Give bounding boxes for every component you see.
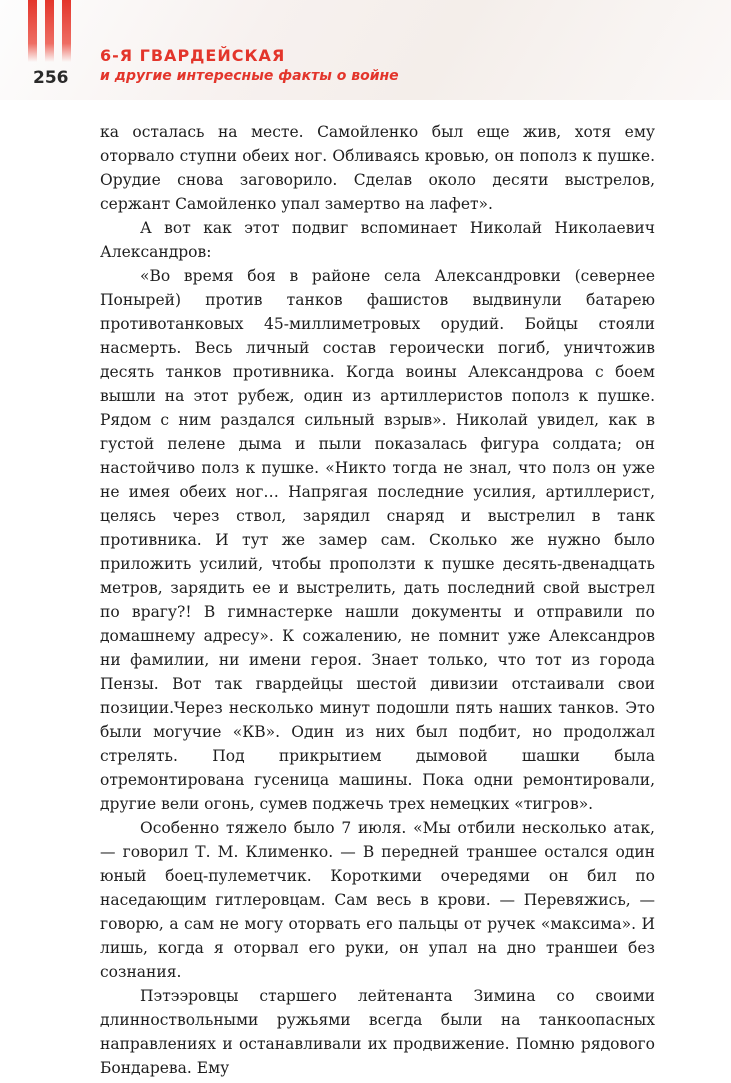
running-title	[100, 46, 399, 86]
decorative-stripe	[28, 0, 37, 62]
decorative-stripe	[62, 0, 71, 62]
running-title-line-1: 6-Я ГВАРДЕЙСКАЯ	[100, 46, 286, 65]
paragraph: Пэтээровцы старшего лейтенанта Зимина со своими длинноствольными ружьями всегда были на танкоопасных направлениях и останавливали их продвижение. Помню рядового Бондарева. Ему	[100, 987, 655, 1077]
body-text	[100, 120, 655, 1080]
paragraph: «Во время боя в районе села Александровки (севернее Поныpей) против танков фашистов выдвинули батарею противотанковых 45-миллиметровых орудий. Бойцы стояли насмерть. Весь личный состав героически погиб, уничтожив десять танков противника. Когда воины Александрова с боем вышли на этот рубеж, один из артиллеристов пополз к пушке. Рядом с ним раздался сильный взрыв». Николай увидел, как в густой пелене дыма и пыли показалась фигура солдата; он настойчиво полз к пушке. «Никто тогда не знал, что полз он уже не имея обеих ног… Напрягая последние усилия, артиллерист, целясь через ствол, зарядил снаряд и выстрелил в танк противника. И тут же замер сам. Сколько же нужно было приложить усилий, чтобы проползти к пушке десять-двенадцать метров, зарядить ее и выстрелить, дать последний свой выстрел по врагу?! В гимнастерке нашли документы и отправили по домашнему адресу». К сожалению, не помнит уже Александров ни фамилии, ни имени героя. Знает только, что тот из города Пензы. Вот так гвардейцы шестой дивизии отстаивали свои позиции.Через несколько минут подошли пять наших танков. Это были могучие «КВ». Один из них был подбит, но продолжал стрелять. Под прикрытием дымовой шашки была отремонтирована гусеница машины. Пока одни ремонтировали, другие вели огонь, сумев поджечь трех немецких «тигров».	[100, 267, 655, 813]
page-number: 256	[33, 68, 69, 88]
paragraph: А вот как этот подвиг вспоминает Николай Николаевич Александров:	[100, 219, 655, 261]
paragraph: Особенно тяжело было 7 июля. «Мы отбили несколько атак, — говорил Т. М. Клименко. — В передней траншее остался один юный боец-пулеметчик. Короткими очередями он бил по наседающим гитлеровцам. Сам весь в крови. — Перевяжись, — говорю, а сам не могу оторвать его пальцы от ручек «максима». И лишь, когда я оторвал его руки, он упал на дно траншеи без сознания.	[100, 819, 655, 981]
decorative-stripe	[45, 0, 54, 62]
running-title-line-2: и другие интересные факты о войне	[100, 68, 399, 84]
paragraph: ка осталась на месте. Самойленко был еще жив, хотя ему оторвало ступни обеих ног. Обливаясь кровью, он пополз к пушке. Орудие снова заговорило. Сделав около десяти выстрелов, сержант Самойленко упал замертво на лафет».	[100, 123, 655, 213]
